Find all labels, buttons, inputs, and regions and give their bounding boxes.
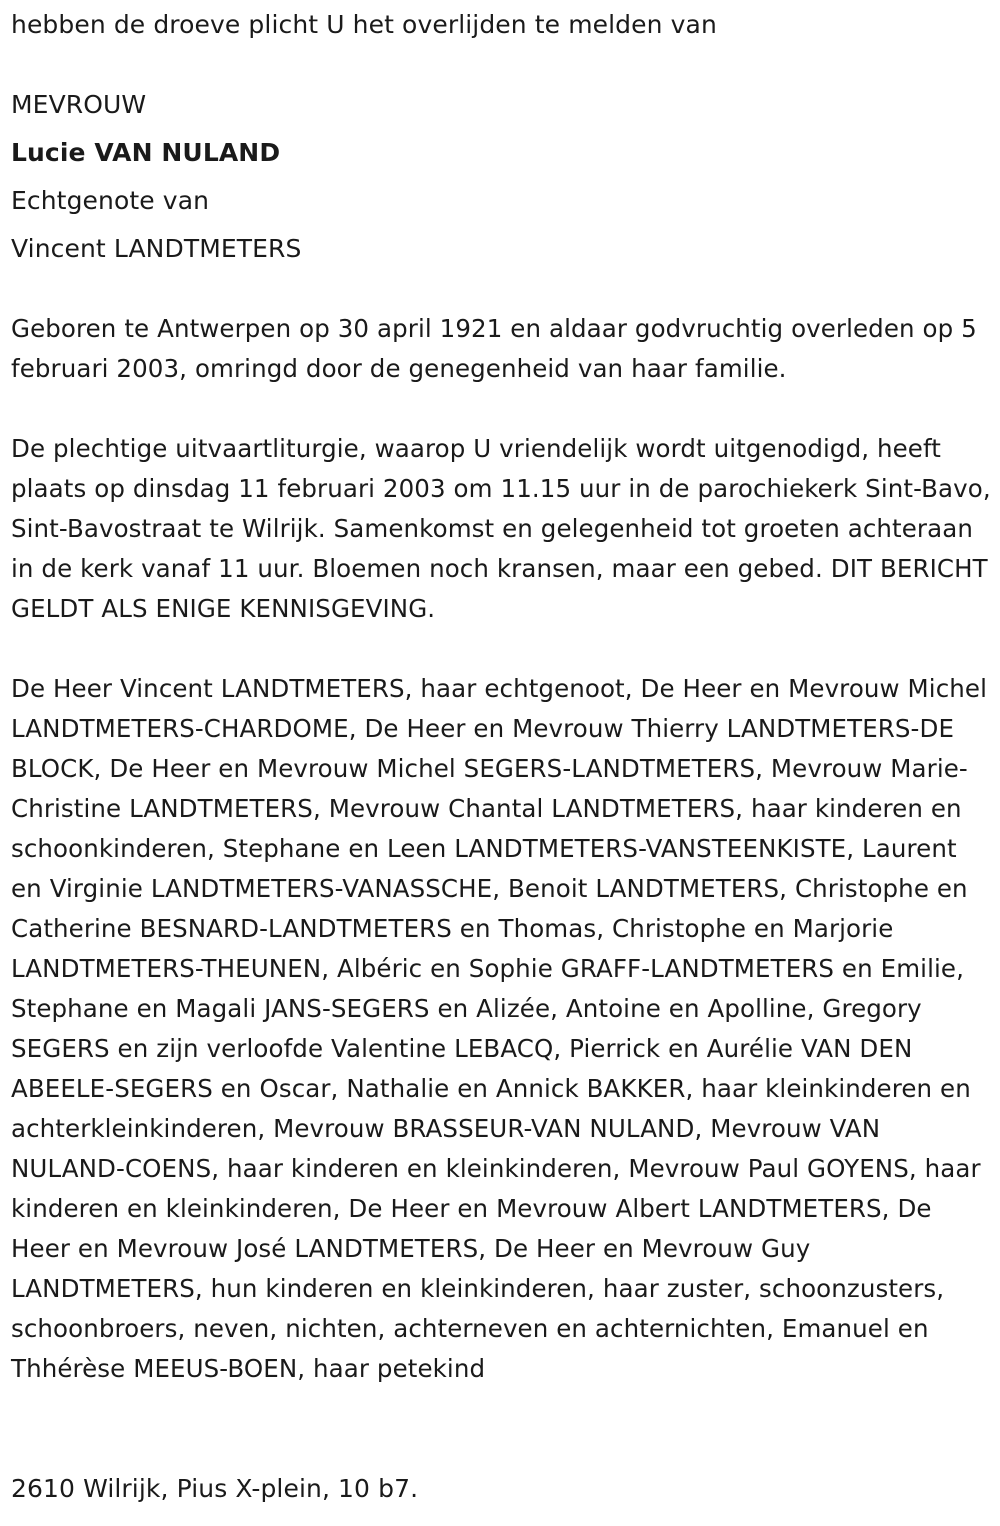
birth-death-paragraph: Geboren te Antwerpen op 30 april 1921 en aldaar godvruchtig overleden op 5 februari 2003, omringd door de genegenheid van haar familie. [11, 314, 977, 383]
relation-text: Echtgenote van [11, 186, 210, 215]
spouse-name: Vincent LANDTMETERS [11, 234, 302, 263]
address-text: 2610 Wilrijk, Pius X-plein, 10 b7. [11, 1474, 419, 1503]
salutation: MEVROUW [11, 90, 147, 119]
family-paragraph: De Heer Vincent LANDTMETERS, haar echtgenoot, De Heer en Mevrouw Michel LANDTMETERS-CHARDOME, De Heer en Mevrouw Thierry LANDTMETERS-DE BLOCK, De Heer en Mevrouw Michel SEGERS-LANDTMETERS, Mevrouw Marie-Christine LANDTMETERS, Mevrouw Chantal LANDTMETERS, haar kinderen en schoonkinderen, Stephane en Leen LANDTMETERS-VANSTEENKISTE, Laurent en Virginie LANDTMETERS-VANASSCHE, Benoit LANDTMETERS, Christophe en Catherine BESNARD-LANDTMETERS en Thomas, Christophe en Marjorie LANDTMETERS-THEUNEN, Albéric en Sophie GRAFF-LANDTMETERS en Emilie, Stephane en Magali JANS-SEGERS en Alizée, Antoine en Apolline, Gregory SEGERS en zijn verloofde Valentine LEBACQ, Pierrick en Aurélie VAN DEN ABEELE-SEGERS en Oscar, Nathalie en Annick BAKKER, haar kleinkinderen en achterkleinkinderen, Mevrouw BRASSEUR-VAN NULAND, Mevrouw VAN NULAND-COENS, haar kinderen en kleinkinderen, Mevrouw Paul GOYENS, haar kinderen en kleinkinderen, De Heer en Mevrouw Albert LANDTMETERS, De Heer en Mevrouw José LANDTMETERS, De Heer en Mevrouw Guy LANDTMETERS, hun kinderen en kleinkinderen, haar zuster, schoonzusters, schoonbroers, neven, nichten, achterneven en achternichten, Emanuel en Thhérèse MEEUS-BOEN, haar petekind [11, 674, 987, 1383]
intro-text: hebben de droeve plicht U het overlijden te melden van [11, 10, 717, 39]
deceased-name: Lucie VAN NULAND [11, 138, 281, 167]
funeral-paragraph: De plechtige uitvaartliturgie, waarop U vriendelijk wordt uitgenodigd, heeft plaats op dinsdag 11 februari 2003 om 11.15 uur in de parochiekerk Sint-Bavo, Sint-Bavostraat te Wilrijk. Samenkomst en gelegenheid tot groeten achteraan in de kerk vanaf 11 uur. Bloemen noch kransen, maar een gebed. DIT BERICHT GELDT ALS ENIGE KENNISGEVING. [11, 434, 991, 623]
